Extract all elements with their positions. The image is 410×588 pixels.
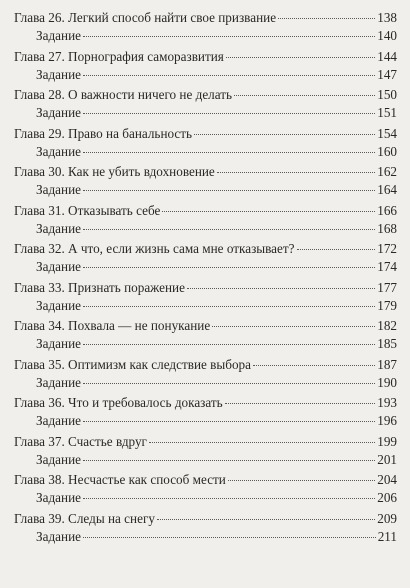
task-line [14, 297, 397, 315]
task-label: Задание [36, 259, 81, 274]
page-number: 154 [377, 125, 397, 141]
task-label: Задание [36, 66, 81, 82]
task-line [14, 489, 397, 507]
task-label: Задание [36, 220, 81, 236]
chapter-line [14, 510, 397, 528]
toc-entry-chapter-35 [14, 356, 397, 395]
toc-entry-chapter-37 [14, 433, 397, 472]
chapter-line [14, 9, 397, 27]
chapter-title: Глава 27. Порнография саморазвития [14, 48, 224, 64]
toc-entry-chapter-34 [14, 317, 397, 356]
toc-entry-chapter-39 [14, 510, 397, 549]
page-number: 138 [377, 10, 397, 25]
chapter-line [14, 279, 397, 297]
dot-leader [83, 344, 375, 345]
dot-leader [83, 152, 375, 153]
chapter-line [14, 433, 397, 451]
dot-leader [162, 211, 375, 212]
page-number: 177 [377, 279, 397, 295]
dot-leader [83, 75, 375, 76]
page-number: 172 [377, 241, 397, 256]
task-line [14, 451, 397, 469]
chapter-title: Глава 38. Несчастье как способ мести [14, 472, 226, 487]
task-page-number: 190 [377, 374, 397, 390]
chapter-title: Глава 32. А что, если жизнь сама мне отказывает? [14, 241, 295, 256]
chapter-title: Глава 33. Признать поражение [14, 279, 185, 295]
task-label: Задание [36, 143, 81, 159]
page-number: 150 [377, 87, 397, 102]
dot-leader [297, 249, 376, 250]
page-number: 162 [377, 164, 397, 179]
chapter-line [14, 163, 397, 181]
chapter-title: Глава 31. Отказывать себе [14, 202, 161, 218]
task-line [14, 258, 397, 276]
page-number: 209 [377, 510, 397, 526]
task-label: Задание [36, 297, 81, 313]
task-line [14, 528, 397, 546]
page-number: 144 [377, 48, 397, 64]
task-label: Задание [36, 28, 81, 43]
chapter-title: Глава 34. Похвала — не понукание [14, 318, 211, 333]
chapter-line [14, 86, 397, 104]
toc-entry-chapter-27 [14, 48, 397, 87]
dot-leader [212, 326, 375, 327]
task-line [14, 374, 397, 392]
task-page-number: 174 [377, 259, 397, 274]
task-label: Задание [36, 336, 81, 351]
chapter-line [14, 317, 397, 335]
task-line [14, 104, 397, 122]
task-label: Задание [36, 105, 81, 120]
task-page-number: 164 [377, 182, 397, 197]
toc-entry-chapter-30 [14, 163, 397, 202]
chapter-line [14, 48, 397, 66]
task-line [14, 412, 397, 430]
task-page-number: 179 [377, 297, 397, 313]
task-page-number: 147 [377, 66, 397, 82]
chapter-title: Глава 30. Как не убить вдохновение [14, 164, 215, 179]
page-number: 204 [377, 472, 397, 487]
dot-leader [234, 95, 375, 96]
toc-entry-chapter-33 [14, 279, 397, 318]
dot-leader [83, 229, 375, 230]
dot-leader [83, 383, 375, 384]
task-page-number: 211 [377, 528, 397, 544]
chapter-title: Глава 35. Оптимизм как следствие выбора [14, 356, 251, 372]
task-page-number: 140 [377, 28, 397, 43]
chapter-line [14, 240, 397, 258]
task-label: Задание [36, 490, 81, 505]
task-label: Задание [36, 413, 81, 428]
chapter-title: Глава 29. Право на банальность [14, 125, 193, 141]
task-page-number: 168 [377, 220, 397, 236]
chapter-line [14, 471, 397, 489]
toc-entry-chapter-38 [14, 471, 397, 510]
task-page-number: 206 [377, 490, 397, 505]
task-page-number: 160 [377, 143, 397, 159]
task-label: Задание [36, 182, 81, 197]
dot-leader [226, 57, 375, 58]
dot-leader [83, 267, 375, 268]
dot-leader [225, 403, 376, 404]
chapter-title: Глава 26. Легкий способ найти свое призвание [14, 10, 277, 25]
toc-entry-chapter-32 [14, 240, 397, 279]
chapter-title: Глава 28. О важности ничего не делать [14, 87, 233, 102]
task-page-number: 201 [377, 451, 397, 467]
task-line [14, 66, 397, 84]
task-line [14, 335, 397, 353]
chapter-title: Глава 37. Счастье вдруг [14, 433, 147, 449]
task-page-number: 196 [377, 413, 397, 428]
task-page-number: 151 [377, 105, 397, 120]
task-line [14, 27, 397, 45]
task-line [14, 143, 397, 161]
toc-entry-chapter-29 [14, 125, 397, 164]
page-number: 193 [377, 395, 397, 410]
dot-leader [83, 460, 375, 461]
chapter-line [14, 125, 397, 143]
toc-entry-chapter-36 [14, 394, 397, 433]
dot-leader [157, 519, 375, 520]
chapter-title: Глава 36. Что и требовалось доказать [14, 395, 223, 410]
dot-leader [83, 113, 375, 114]
dot-leader [228, 480, 375, 481]
chapter-title: Глава 39. Следы на снегу [14, 510, 155, 526]
toc-entry-chapter-26 [14, 9, 397, 48]
page-number: 199 [377, 433, 397, 449]
page-number: 187 [377, 356, 397, 372]
toc-entry-chapter-31 [14, 202, 397, 241]
dot-leader [83, 498, 375, 499]
dot-leader [253, 365, 375, 366]
dot-leader [83, 190, 375, 191]
dot-leader [83, 421, 375, 422]
chapter-line [14, 356, 397, 374]
task-line [14, 220, 397, 238]
chapter-line [14, 394, 397, 412]
dot-leader [83, 537, 376, 538]
dot-leader [217, 172, 375, 173]
chapter-line [14, 202, 397, 220]
task-label: Задание [36, 528, 81, 544]
dot-leader [194, 134, 375, 135]
task-line [14, 181, 397, 199]
dot-leader [83, 36, 375, 37]
task-label: Задание [36, 374, 81, 390]
dot-leader [187, 288, 375, 289]
page-number: 166 [377, 202, 397, 218]
dot-leader [149, 442, 375, 443]
dot-leader [278, 18, 375, 19]
dot-leader [83, 306, 375, 307]
toc-entry-chapter-28 [14, 86, 397, 125]
task-page-number: 185 [377, 336, 397, 351]
page-number: 182 [377, 318, 397, 333]
task-label: Задание [36, 451, 81, 467]
